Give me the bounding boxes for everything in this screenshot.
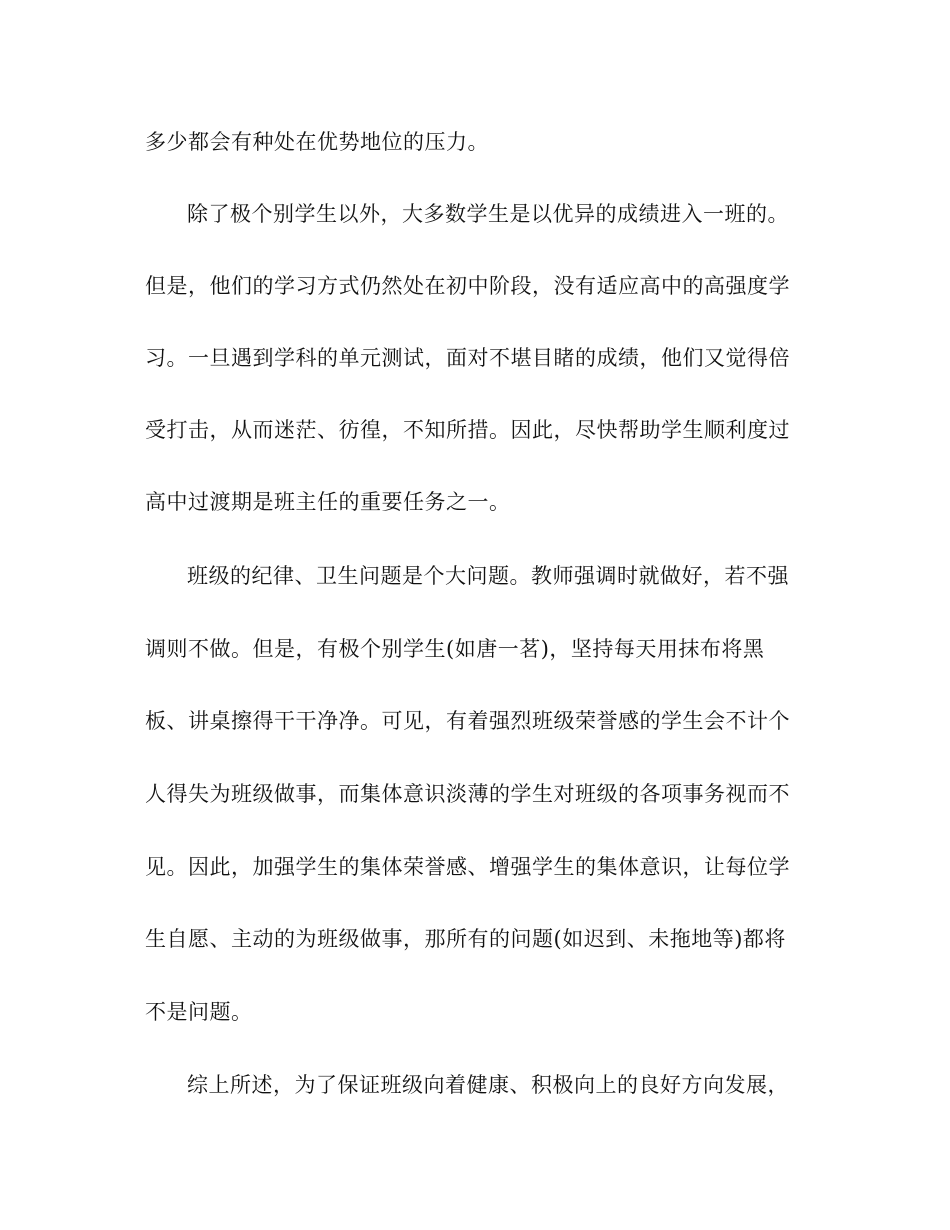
paragraph-first-line: 综上所述，为了保证班级向着健康、积极向上的良好方向发展， — [187, 1073, 789, 1097]
text-line: 高中过渡期是班主任的重要任务之一。 — [145, 490, 511, 514]
text-line: 板、讲桌擦得干干净净。可见，有着强烈班级荣誉感的学生会不计个 — [145, 709, 790, 733]
text-line: 受打击，从而迷茫、彷徨，不知所措。因此，尽快帮助学生顺利度过 — [145, 418, 790, 442]
text-line: 人得失为班级做事，而集体意识淡薄的学生对班级的各项事务视而不 — [145, 782, 790, 806]
paragraph-first-line: 班级的纪律、卫生问题是个大问题。教师强调时就做好，若不强 — [187, 564, 789, 588]
text-line: 习。一旦遇到学科的单元测试，面对不堪目睹的成绩，他们又觉得倍 — [145, 346, 790, 370]
text-line: 生自愿、主动的为班级做事，那所有的问题(如迟到、未拖地等)都将 — [145, 927, 786, 951]
text-line: 多少都会有种处在优势地位的压力。 — [145, 130, 489, 154]
text-line: 调则不做。但是，有极个别学生(如唐一茗)，坚持每天用抹布将黑 — [145, 637, 765, 661]
paragraph-first-line: 除了极个别学生以外，大多数学生是以优异的成绩进入一班的。 — [187, 202, 789, 226]
text-line: 见。因此，加强学生的集体荣誉感、增强学生的集体意识，让每位学 — [145, 855, 790, 879]
text-line: 但是，他们的学习方式仍然处在初中阶段，没有适应高中的高强度学 — [145, 274, 790, 298]
text-line: 不是问题。 — [145, 1000, 253, 1024]
